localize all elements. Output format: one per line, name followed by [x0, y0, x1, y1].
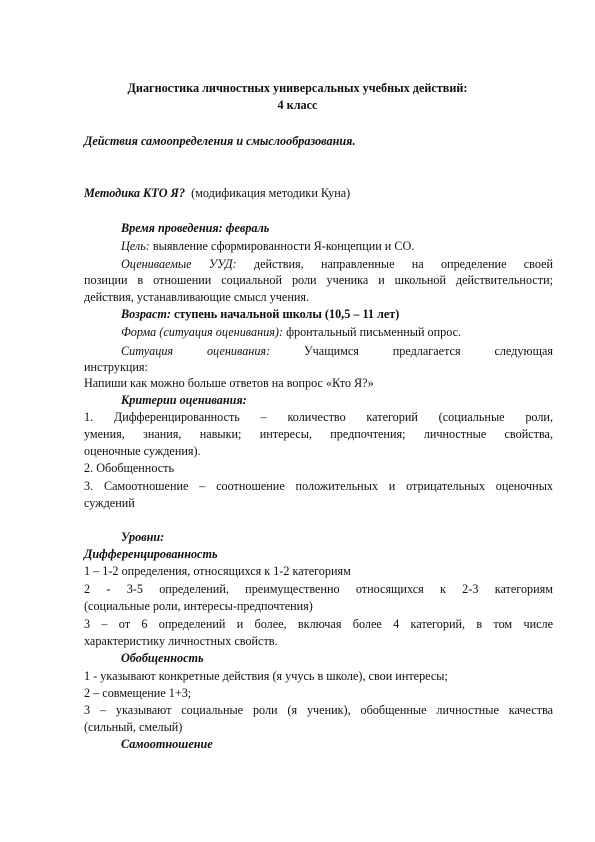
uud-line-3: действия, устанавливающие смысл учения.: [84, 290, 310, 304]
method-name: Методика КТО Я?: [84, 186, 186, 200]
criteria-1-line-1: 1. Дифференцированность – количество категорий (социальные роли,: [84, 410, 553, 424]
method-title: [84, 186, 350, 201]
age-line: [121, 307, 399, 322]
criteria-2: 2. Обобщенность: [84, 461, 175, 475]
uud-label: Оцениваемые УУД:: [121, 257, 237, 271]
goal-label: Цель:: [121, 239, 150, 253]
gen-level-1: 1 - указывают конкретные действия (я учусь в школе), свои интересы;: [84, 669, 448, 683]
situation-line-2: инструкция:: [84, 360, 148, 374]
situation-label: Ситуация оценивания:: [121, 344, 271, 358]
criteria-3-line-1: 3. Самоотношение – соотношение положительных и отрицательных оценочных: [84, 479, 553, 493]
criteria-1-line-3: оценочные суждения).: [84, 444, 201, 458]
gen-level-2: 2 – совмещение 1+3;: [84, 686, 192, 700]
diff-heading: Дифференцированность: [84, 547, 218, 561]
form-line: [121, 325, 461, 340]
situation-text-1: Учащимся предлагается следующая: [304, 344, 553, 358]
instruction-line: Напиши как можно больше ответов на вопрос «Кто Я?»: [84, 376, 374, 390]
form-text: фронтальный письменный опрос.: [286, 325, 462, 339]
form-label: Форма (ситуация оценивания):: [121, 325, 284, 339]
age-text: ступень начальной школы (10,5 – 11 лет): [174, 307, 400, 321]
diff-level-1: 1 – 1-2 определения, относящихся к 1-2 категориям: [84, 564, 351, 578]
gen-heading: Обобщенность: [121, 651, 204, 665]
gen-level-3-line-2: (сильный, смелый): [84, 720, 183, 734]
goal-text: выявление сформированности Я-концепции и СО.: [152, 239, 415, 253]
uud-line-2: позиции в отношении социальной роли ученика и школьной действительности;: [84, 273, 553, 287]
uud-text-1: действия, направленные на определение своей: [253, 257, 554, 271]
levels-heading: Уровни:: [121, 530, 165, 544]
doc-title-line-1: Диагностика личностных универсальных учебных действий:: [127, 81, 468, 95]
age-label: Возраст:: [121, 307, 171, 321]
uud-line-1: [121, 257, 553, 272]
doc-title-line-2: 4 класс: [277, 98, 318, 112]
gen-level-3-line-1: 3 – указывают социальные роли (я ученик), обобщенные личностные качества: [84, 703, 553, 717]
method-note: (модификация методики Куна): [191, 186, 351, 200]
diff-level-2-line-1: 2 - 3-5 определений, преимущественно относящихся к 2-3 категориям: [84, 582, 553, 596]
situation-line-1: [121, 344, 553, 359]
goal-line: [121, 239, 414, 254]
time-line: Время проведения: февраль: [121, 221, 270, 235]
section-heading: Действия самоопределения и смыслообразования.: [84, 134, 356, 148]
diff-level-3-line-2: характеристику личностных свойств.: [84, 634, 278, 648]
diff-level-3-line-1: 3 – от 6 определений и более, включая более 4 категорий, в том числе: [84, 617, 553, 631]
criteria-3-line-2: суждений: [84, 496, 135, 510]
diff-level-2-line-2: (социальные роли, интересы-предпочтения): [84, 599, 313, 613]
self-heading: Самоотношение: [121, 737, 213, 751]
criteria-1-line-2: умения, знания, навыки; интересы, предпочтения; личностные свойства,: [84, 427, 553, 441]
criteria-heading: Критерии оценивания:: [121, 393, 247, 407]
